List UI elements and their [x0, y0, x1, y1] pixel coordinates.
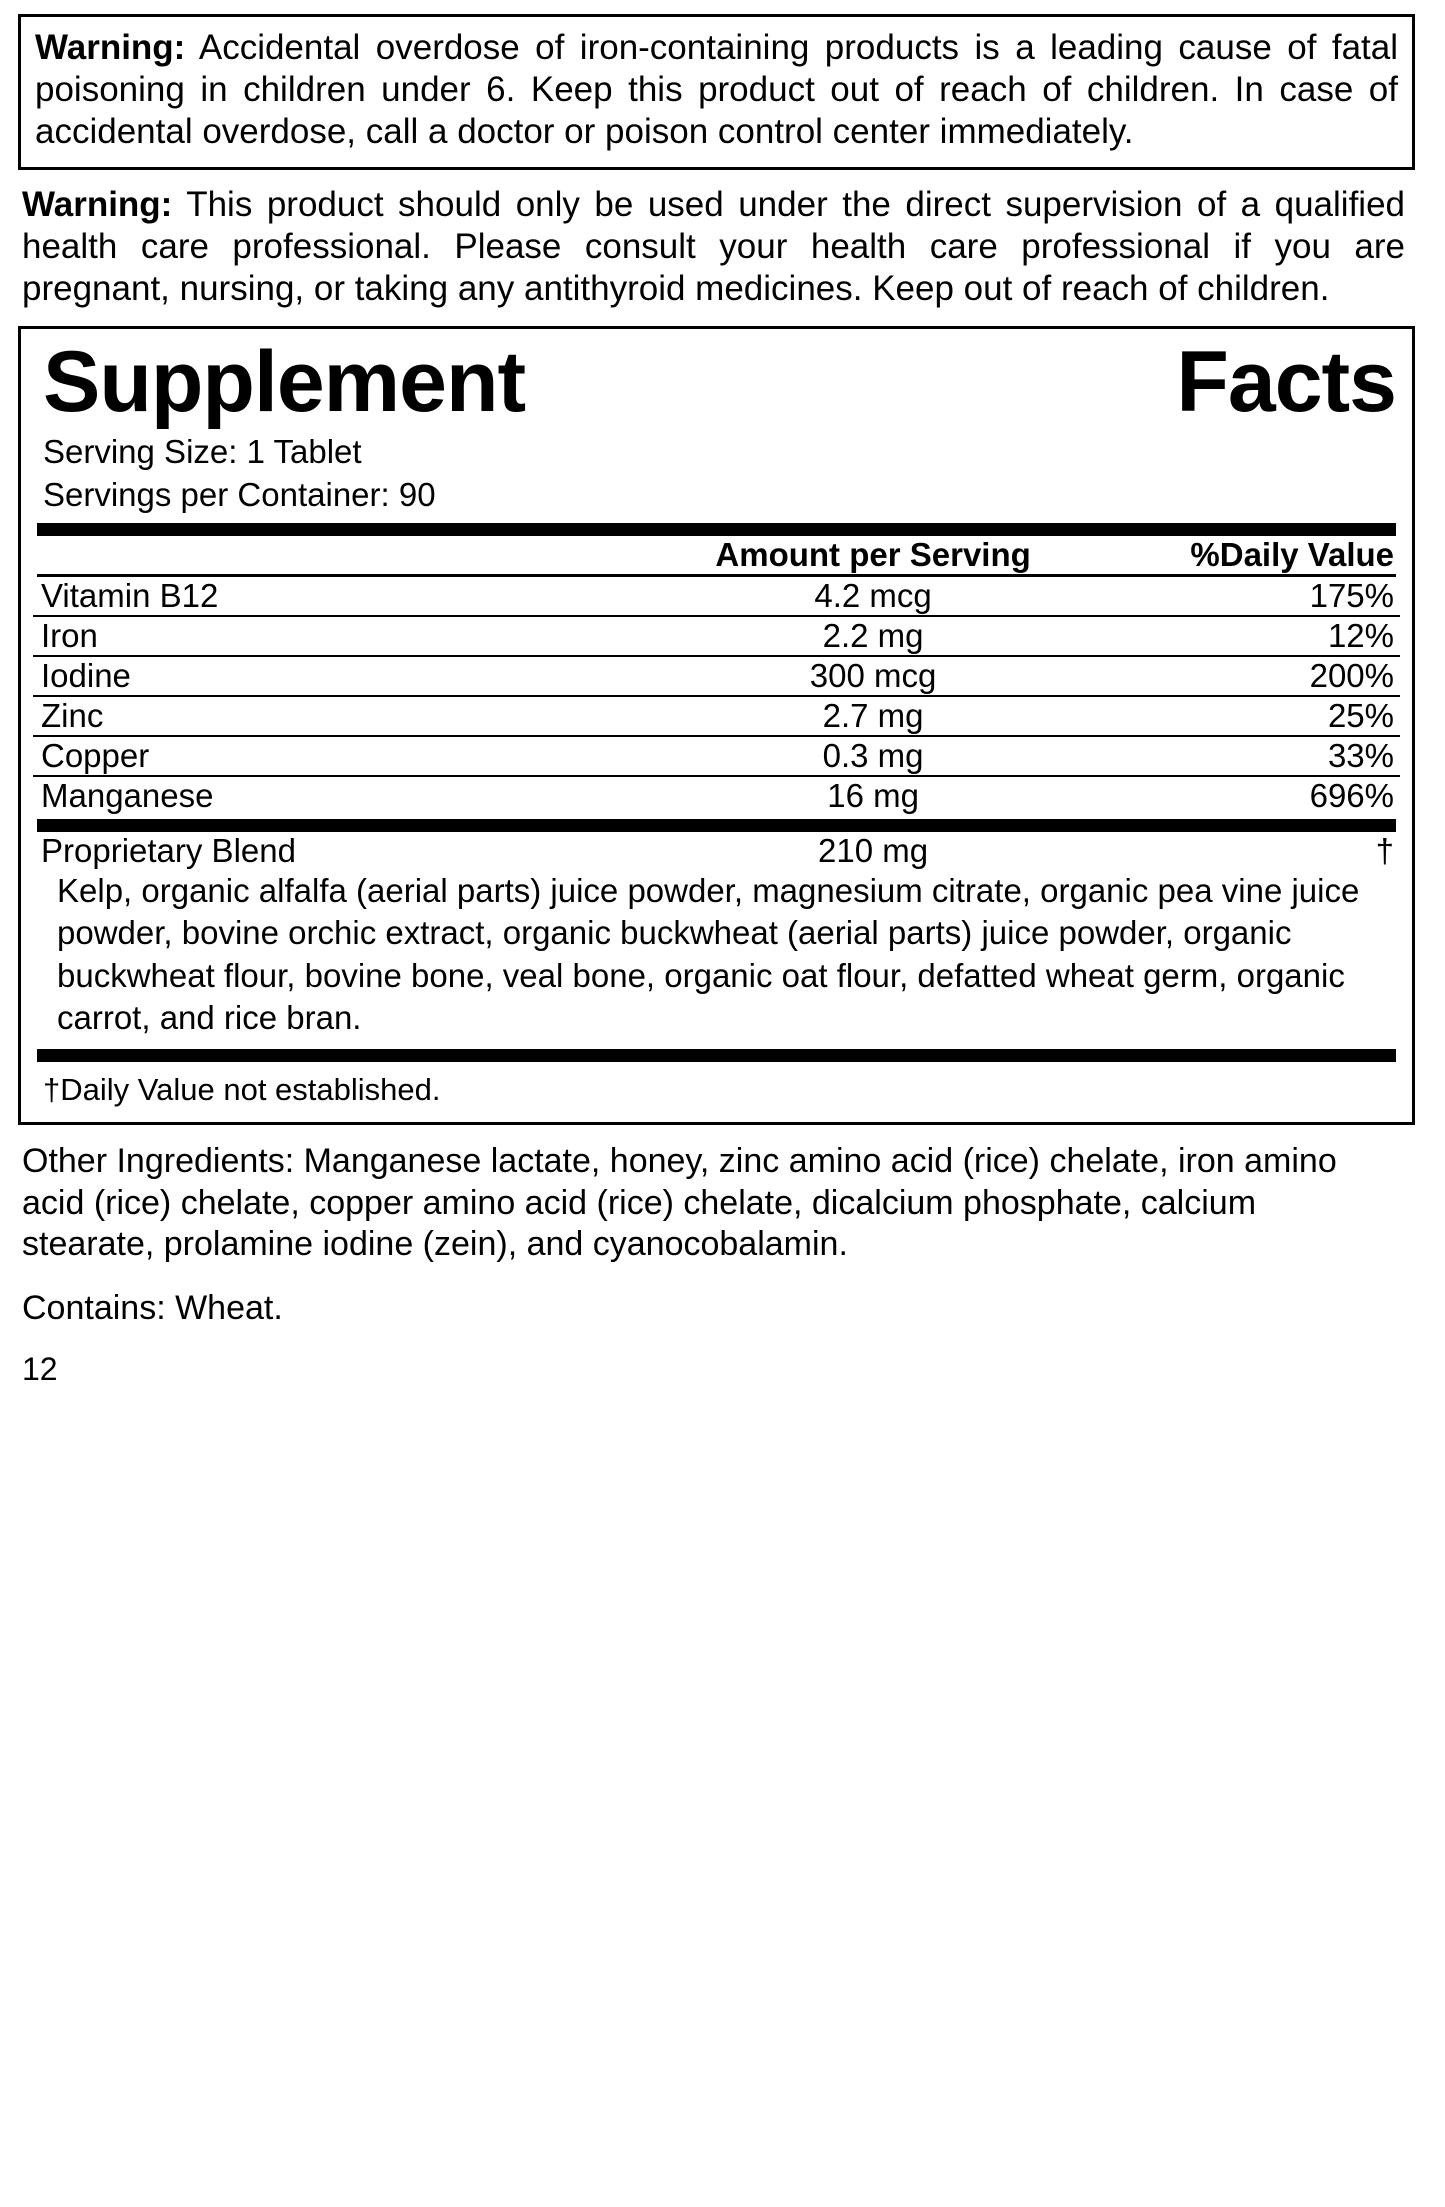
nutrient-rows-table — [33, 577, 1400, 815]
nutrient-amount: 300 mcg — [663, 656, 1082, 696]
nutrient-dv: 25% — [1083, 696, 1400, 736]
blend-ingredients: Kelp, organic alfalfa (aerial parts) juice powder, magnesium citrate, organic pea vine juice powder, bovine orchic extract, organic buckwheat (aerial parts) juice powder, organic buckwheat flour, bovine bone, veal bone, organic oat flour, defatted wheat germ, organic carrot, and rice bran. — [57, 872, 1360, 1036]
servings-per-container: Servings per Container: 90 — [43, 476, 436, 514]
supplement-facts-title-right: Facts — [1176, 334, 1396, 430]
table-row — [33, 616, 1400, 656]
blend-dv: † — [1375, 832, 1394, 870]
warning-supervision-lead: Warning: — [22, 185, 173, 224]
table-row — [33, 696, 1400, 736]
table-row-blend — [33, 832, 1400, 870]
nutrient-name: Manganese — [41, 777, 214, 815]
other-ingredients: Other Ingredients: Manganese lactate, honey, zinc amino acid (rice) chelate, iron amino acid (rice) chelate, copper amino acid (rice) chelate, dicalcium phosphate, calcium stearate, prolamine iodine (zein), and cyanocobalamin. — [22, 1142, 1337, 1264]
nutrient-amount: 0.3 mg — [663, 736, 1082, 776]
nutrient-name: Iodine — [33, 656, 663, 696]
serving-size: Serving Size: 1 Tablet — [43, 433, 362, 471]
nutrient-amount: 16 mg — [827, 777, 919, 815]
nutrient-amount: 2.2 mg — [663, 616, 1082, 656]
nutrient-name: Iron — [33, 616, 663, 656]
supplement-facts-title-left: Supplement — [43, 334, 526, 430]
header-daily-value: %Daily Value — [1190, 536, 1394, 574]
nutrient-name: Zinc — [33, 696, 663, 736]
blend-amount: 210 mg — [818, 832, 929, 870]
nutrient-dv: 12% — [1083, 616, 1400, 656]
rule-top-thick — [37, 523, 1396, 536]
header-amount-per-serving: Amount per Serving — [715, 536, 1031, 574]
warning-iron-text — [35, 27, 1398, 153]
page-number: 12 — [22, 1350, 58, 1387]
warning-iron-body: Accidental overdose of iron-containing products is a leading cause of fatal poisoning in children under 6. Keep this product out of reach of children. In case of accidental overdose, call a doctor or poison control center immediately. — [35, 28, 1398, 151]
contains-allergens: Contains: Wheat. — [22, 1288, 283, 1327]
table-row — [33, 577, 1400, 616]
table-row — [33, 776, 1400, 815]
nutrient-dv: 33% — [1083, 736, 1400, 776]
blend-name: Proprietary Blend — [41, 832, 296, 870]
warning-box-iron — [18, 14, 1415, 170]
nutrient-amount: 2.7 mg — [663, 696, 1082, 736]
nutrient-dv: 175% — [1083, 577, 1400, 616]
proprietary-blend-table — [33, 832, 1400, 870]
header-nutrient — [33, 536, 663, 574]
nutrient-name: Copper — [33, 736, 663, 776]
supplement-facts-title — [33, 335, 1400, 431]
nutrient-dv: 696% — [1309, 777, 1394, 815]
warning-iron-lead: Warning: — [35, 28, 186, 67]
rule-below-blend — [37, 1049, 1396, 1062]
warning-supervision-text — [18, 184, 1415, 310]
serving-info — [33, 431, 1400, 517]
nutrition-table — [33, 536, 1400, 574]
nutrient-amount: 4.2 mcg — [663, 577, 1082, 616]
warning-supervision-body: This product should only be used under the direct supervision of a qualified health care professional. Please consult your health care professional if you are pregnant, nursing, or taking any antithyroid medicines. Keep out of reach of children. — [22, 185, 1405, 308]
supplement-facts-panel — [18, 326, 1415, 1125]
daily-value-footnote: †Daily Value not established. — [43, 1072, 441, 1108]
nutrient-dv: 200% — [1083, 656, 1400, 696]
nutrient-name: Vitamin B12 — [33, 577, 663, 616]
rule-above-blend — [37, 819, 1396, 832]
table-header-row — [33, 536, 1400, 574]
table-row — [33, 736, 1400, 776]
table-row — [33, 656, 1400, 696]
